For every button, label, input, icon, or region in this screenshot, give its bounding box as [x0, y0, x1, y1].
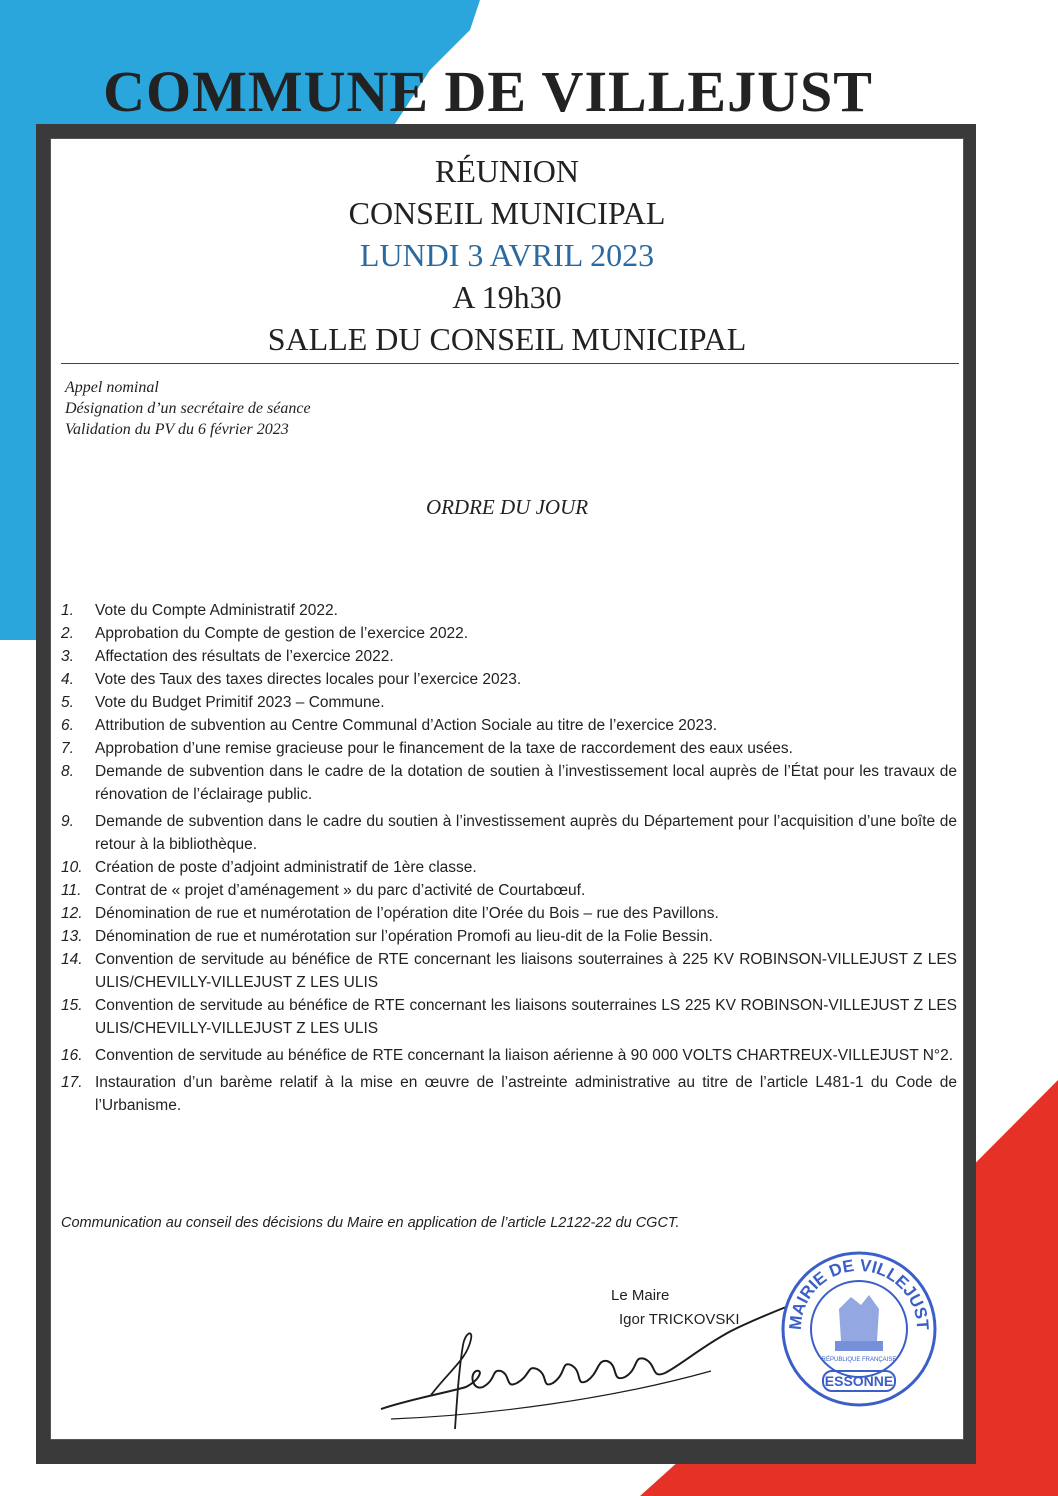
agenda-number: 12. [61, 905, 83, 922]
seal-ring-text: MAIRIE DE VILLEJUST [785, 1255, 933, 1331]
mayor-role: Le Maire [611, 1287, 670, 1304]
heading-date: LUNDI 3 AVRIL 2023 [359, 237, 655, 273]
agenda-number: 13. [61, 928, 83, 945]
agenda-item [61, 622, 957, 645]
agenda-list [61, 599, 957, 1117]
seal-bottom-text: ESSONNE [824, 1373, 894, 1389]
document-card [50, 138, 964, 1440]
handwritten-signature [371, 1299, 791, 1439]
preamble-line: Validation du PV du 6 février 2023 [65, 421, 289, 438]
agenda-number: 1. [61, 602, 74, 619]
agenda-text: Dénomination de rue et numérotation de l’opération dite l’Orée du Bois – rue des Pavillons. [95, 905, 719, 922]
agenda-text: Vote du Budget Primitif 2023 – Commune. [95, 694, 385, 711]
agenda-text: Convention de servitude au bénéfice de RTE concernant les liaisons souterraines LS 225 KV ROBINSON-VILLEJUST Z LES ULIS/CHEVILLY-VILLEJUST Z LES ULIS [95, 997, 957, 1037]
agenda-text: Création de poste d’adjoint administratif de 1ère classe. [95, 859, 477, 876]
agenda-item [61, 714, 957, 737]
agenda-item [61, 994, 957, 1040]
agenda-number: 7. [61, 740, 74, 757]
agenda-item [61, 948, 957, 994]
agenda-item [61, 645, 957, 668]
agenda-text: Approbation du Compte de gestion de l’exercice 2022. [95, 625, 469, 642]
agenda-number: 9. [61, 813, 74, 830]
agenda-text: Convention de servitude au bénéfice de RTE concernant la liaison aérienne à 90 000 VOLTS CHARTREUX-VILLEJUST N°2. [95, 1047, 954, 1064]
agenda-text: Vote du Compte Administratif 2022. [95, 602, 338, 619]
agenda-text: Dénomination de rue et numérotation sur l’opération Promofi au lieu-dit de la Folie Bessin. [95, 928, 713, 945]
ordre-du-jour-title: ORDRE DU JOUR [425, 495, 589, 519]
agenda-number: 2. [61, 625, 74, 642]
divider [61, 363, 959, 364]
mayor-name: Igor TRICKOVSKI [619, 1311, 740, 1328]
agenda-text: Approbation d’une remise gracieuse pour le financement de la taxe de raccordement des eaux usées. [95, 740, 793, 757]
preamble [65, 377, 311, 440]
agenda-number: 16. [61, 1047, 83, 1064]
commune-title: COMMUNE DE VILLEJUST [103, 59, 873, 124]
agenda-number: 8. [61, 763, 74, 780]
agenda-number: 14. [61, 951, 83, 968]
preamble-line: Appel nominal [65, 379, 159, 396]
agenda-item [61, 1044, 957, 1067]
agenda-item [61, 879, 957, 902]
agenda-text: Demande de subvention dans le cadre du soutien à l’investissement auprès du Département pour l’acquisition d’une boîte de retour à la bibliothèque. [95, 813, 957, 853]
agenda-text: Instauration d’un barème relatif à la mise en œuvre de l’astreinte administrative au titre de l’article L481-1 du Code de l’Urbanisme. [95, 1074, 957, 1114]
agenda-item [61, 856, 957, 879]
preamble-line: Désignation d’un secrétaire de séance [65, 400, 311, 417]
mairie-seal [779, 1249, 939, 1409]
heading-conseil: CONSEIL MUNICIPAL [348, 195, 666, 231]
agenda-number: 6. [61, 717, 74, 734]
agenda-item [61, 737, 957, 760]
agenda-number: 3. [61, 648, 74, 665]
agenda-number: 17. [61, 1074, 83, 1091]
agenda-item [61, 810, 957, 856]
agenda-item [61, 925, 957, 948]
communication-note: Communication au conseil des décisions du Maire en application de l’article L2122-22 du CGCT. [61, 1215, 680, 1231]
agenda-text: Affectation des résultats de l’exercice 2022. [95, 648, 394, 665]
agenda-text: Attribution de subvention au Centre Communal d’Action Sociale au titre de l’exercice 2023. [95, 717, 718, 734]
agenda-number: 4. [61, 671, 74, 688]
agenda-number: 10. [61, 859, 83, 876]
agenda-number: 11. [61, 882, 82, 899]
agenda-text: Contrat de « projet d’aménagement » du parc d’activité de Courtabœuf. [95, 882, 586, 899]
seal-inner-text: RÉPUBLIQUE FRANÇAISE [821, 1357, 897, 1363]
agenda-text: Demande de subvention dans le cadre de la dotation de soutien à l’investissement local auprès de l’État pour les travaux de rénovation de l’éclairage public. [95, 763, 957, 803]
agenda-item [61, 599, 957, 622]
heading-salle: SALLE DU CONSEIL MUNICIPAL [267, 321, 747, 357]
heading-time: A 19h30 [452, 279, 562, 315]
agenda-item [61, 1071, 957, 1117]
agenda-number: 15. [61, 997, 83, 1014]
agenda-item [61, 902, 957, 925]
heading-reunion: RÉUNION [435, 153, 579, 189]
agenda-item [61, 760, 957, 806]
agenda-number: 5. [61, 694, 74, 711]
agenda-item [61, 691, 957, 714]
agenda-text: Convention de servitude au bénéfice de RTE concernant les liaisons souterraines à 225 KV ROBINSON-VILLEJUST Z LES ULIS/CHEVILLY-VILLEJUST Z LES ULIS [95, 951, 957, 991]
agenda-text: Vote des Taux des taxes directes locales pour l’exercice 2023. [95, 671, 522, 688]
agenda-item [61, 668, 957, 691]
